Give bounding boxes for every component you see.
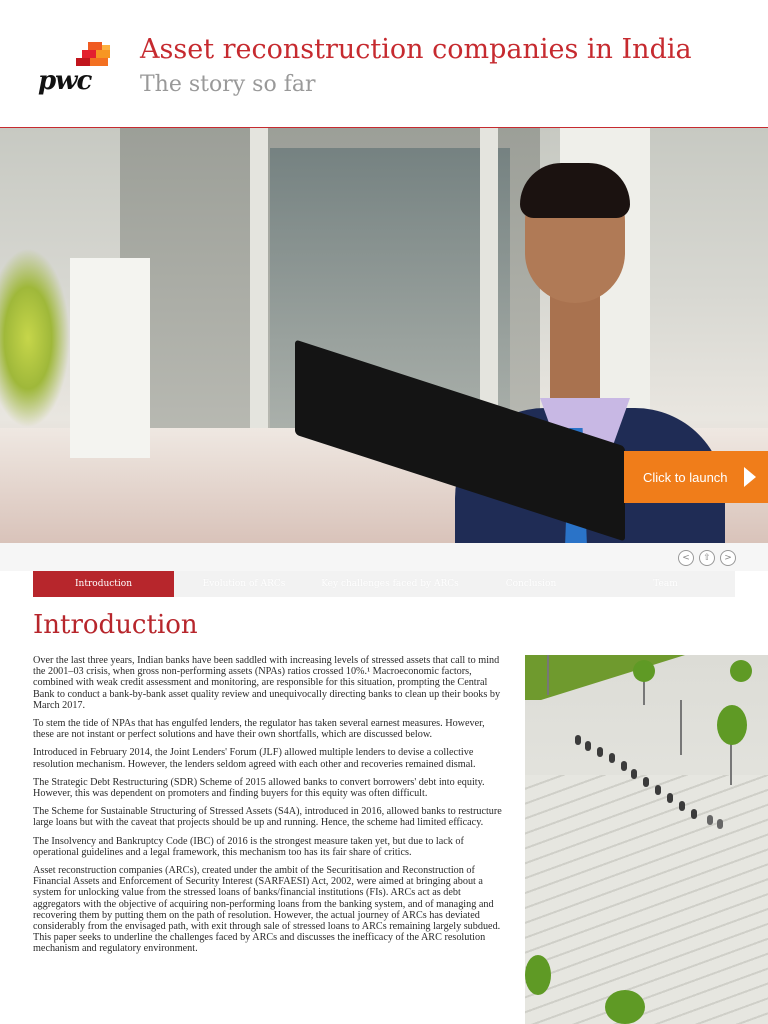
paragraph: To stem the tide of NPAs that has engulfed lenders, the regulator has taken several earnest measures. However, these are not instant or perfect solutions and have their own shortfalls, which are discussed below. <box>33 718 485 741</box>
pwc-logo[interactable] <box>38 42 118 98</box>
section-title: Introduction <box>33 610 198 640</box>
tab-key-challenges[interactable]: Key challenges faced by ARCs <box>321 579 459 589</box>
person-hair <box>520 163 630 218</box>
logo-block <box>102 45 110 50</box>
lamp-post <box>547 655 549 695</box>
next-page-icon[interactable]: > <box>720 550 736 566</box>
trash-bin <box>717 819 723 829</box>
trash-bin <box>707 815 713 825</box>
click-to-launch-button[interactable] <box>624 451 768 503</box>
person <box>575 735 581 745</box>
logo-block <box>90 58 108 66</box>
tab-team[interactable]: Team <box>653 579 678 589</box>
up-arrow-icon[interactable]: ⇧ <box>699 550 715 566</box>
side-photo <box>525 655 768 1024</box>
pager-bar <box>0 543 768 571</box>
section-tabs <box>33 571 735 597</box>
prev-page-icon[interactable]: < <box>678 550 694 566</box>
paragraph: Over the last three years, Indian banks have been saddled with increasing levels of stressed assets that call to mind the 2001–03 crisis, when gross non-performing assets (NPAs) ratios crossed 10%.¹ Macroeconomic factors, combined with weak credit assessment and monitoring, are responsible for this situation, prompting the Central Bank to conduct a bank-by-bank asset quality review and unequivocally directing banks to clean up their books by March 2017. <box>33 655 501 711</box>
grass <box>525 655 685 700</box>
paragraph: Asset reconstruction companies (ARCs), created under the ambit of the Securitisation and Reconstruction of Financial Assets and Enforcement of Security Interest (SARFAESI) Act, 2002, were aimed at bringing about a system for unlocking value from the stressed loans of banks/financial institutions (FIs). ARCs act as debt aggregators with the objective of acquiring non-performing loans from the banking system, and of managing and recovering them by putting them on the path of resolution. However, the actual journey of ARCs has deviated considerably from the envisaged path, with exit through sale of stressed loans to ARCs remaining largely subdued. This paper seeks to underline the challenges faced by ARCs and discusses the inefficacy of the ARC resolution mechanism and regulatory environment. <box>33 865 501 955</box>
logo-block <box>76 58 90 66</box>
tree <box>730 660 752 682</box>
person <box>643 777 649 787</box>
person <box>621 761 627 771</box>
logo-block <box>96 50 110 58</box>
logo-text: pwc <box>38 66 92 96</box>
plant <box>0 248 70 428</box>
tree <box>605 990 645 1024</box>
page-title: Asset reconstruction companies in India <box>140 34 692 65</box>
logo-block <box>82 50 96 58</box>
person <box>585 741 591 751</box>
tab-evolution-of-arcs[interactable]: Evolution of ARCs <box>202 579 286 589</box>
column <box>250 128 268 448</box>
tab-introduction[interactable]: Introduction <box>33 571 174 597</box>
tree <box>525 955 551 995</box>
header <box>0 0 768 128</box>
person <box>691 809 697 819</box>
logo-block <box>88 42 102 50</box>
paragraph: The Insolvency and Bankruptcy Code (IBC) of 2016 is the strongest measure taken yet, but due to lack of operational guidelines and a legal framework, this mechanism too has its fair share of critics. <box>33 835 464 858</box>
cta-label: Click to launch <box>643 469 728 485</box>
play-arrow-icon <box>744 467 756 487</box>
page-subtitle: The story so far <box>140 72 316 97</box>
person <box>667 793 673 803</box>
white-panel <box>70 258 150 458</box>
tree <box>633 660 655 682</box>
tab-conclusion[interactable]: Conclusion <box>505 579 557 589</box>
person <box>597 747 603 757</box>
paragraph: The Scheme for Sustainable Structuring of Stressed Assets (S4A), introduced in 2016, allowed banks to restructure large loans but with the caveat that projects should be up and running. Hence, the scheme had limited efficacy. <box>33 806 502 829</box>
body-text <box>33 655 503 962</box>
paragraph: The Strategic Debt Restructuring (SDR) Scheme of 2015 allowed banks to convert borrowers' debt into equity. However, this was dependent on promoters and finding buyers for this equity was often difficult. <box>33 776 485 800</box>
person-neck <box>550 288 600 398</box>
person <box>655 785 661 795</box>
person <box>609 753 615 763</box>
people-group <box>575 735 725 845</box>
paragraph: Introduced in February 2014, the Joint Lenders' Forum (JLF) allowed multiple lenders to devise a collective resolution mechanism. However, the lenders seldom agreed with each other and recoveries remained dismal. <box>33 747 476 770</box>
person <box>679 801 685 811</box>
person <box>631 769 637 779</box>
